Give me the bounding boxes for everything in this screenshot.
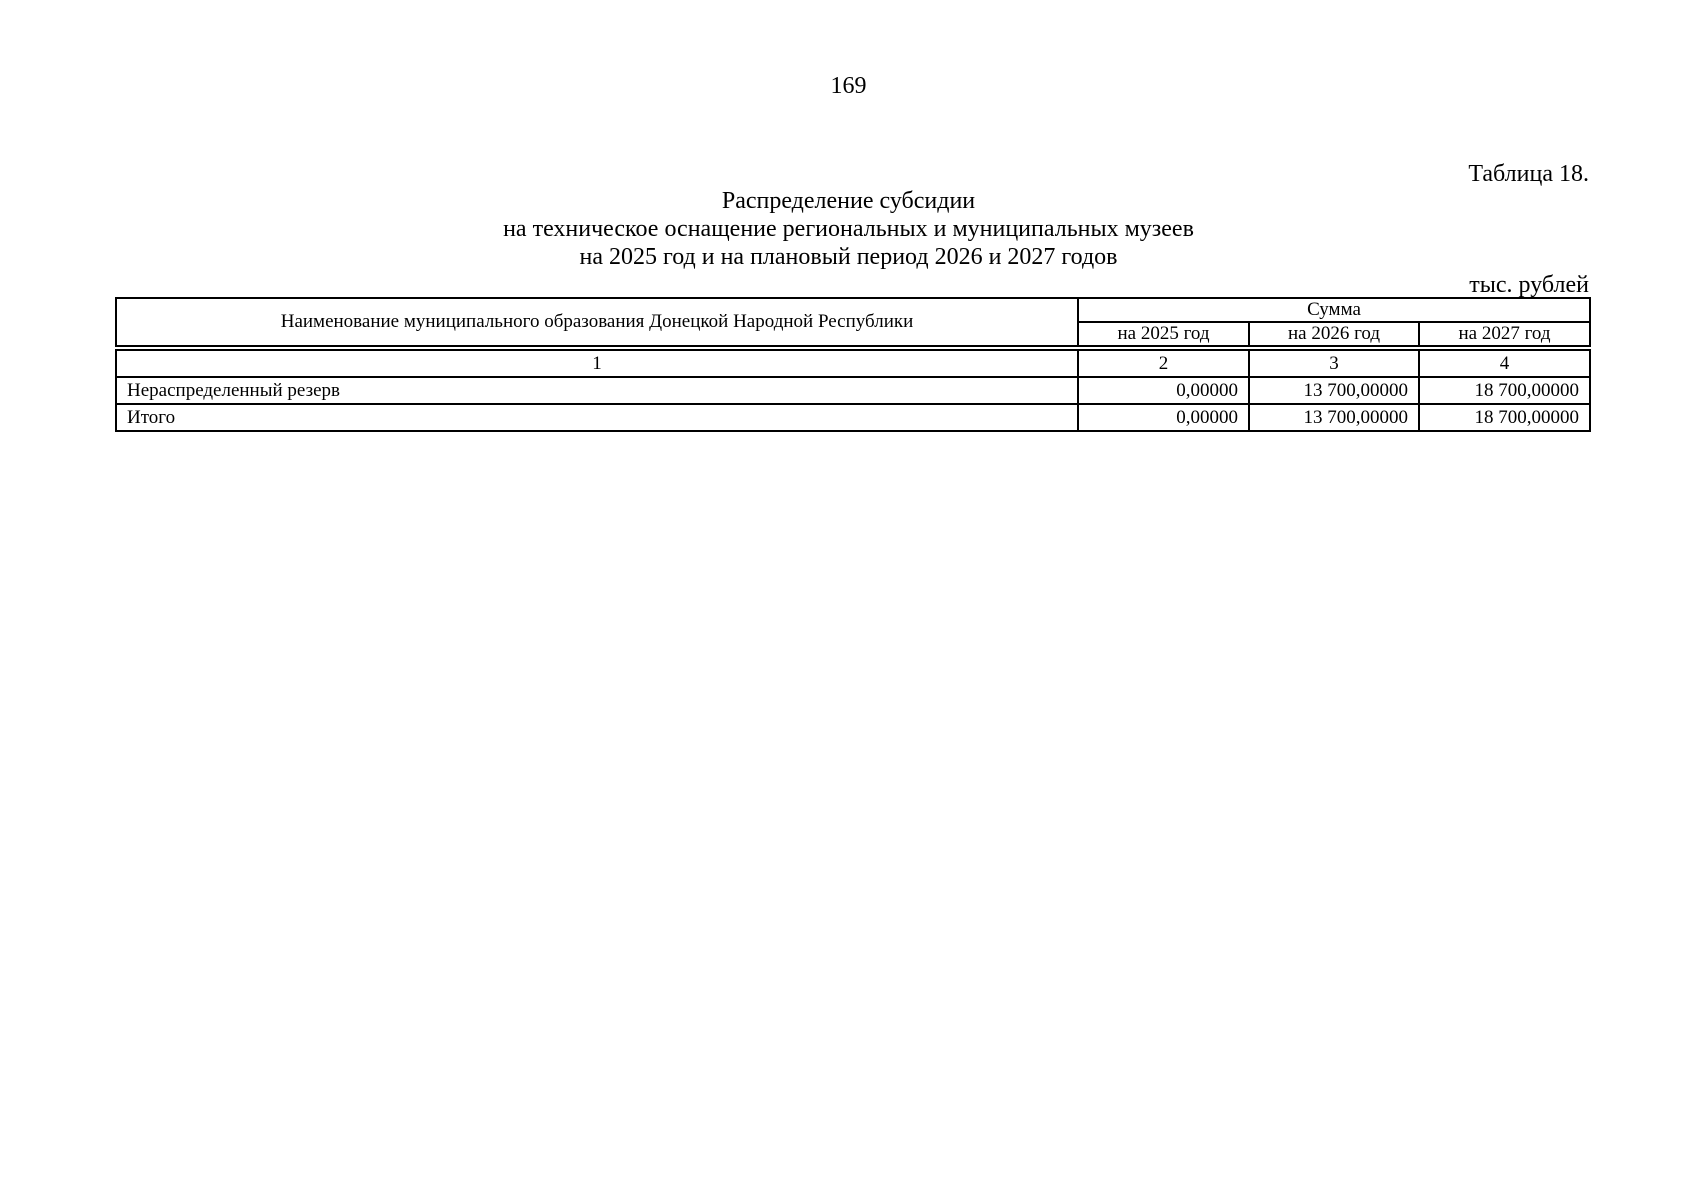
title-line-2: на техническое оснащение региональных и муниципальных музеев (503, 216, 1194, 242)
header-sum-group: Сумма (1078, 298, 1590, 322)
table-label: Таблица 18. (1468, 161, 1589, 187)
page-number: 169 (830, 73, 867, 99)
units-label: тыс. рублей (1469, 272, 1589, 298)
column-number-3: 3 (1249, 350, 1419, 377)
column-number-4: 4 (1419, 350, 1590, 377)
header-year-2025: на 2025 год (1078, 322, 1249, 346)
table-row-total (116, 404, 1590, 431)
table-body (115, 349, 1591, 432)
row-name: Нераспределенный резерв (116, 377, 1078, 404)
table-row-reserve (116, 377, 1590, 404)
row-name: Итого (116, 404, 1078, 431)
header-name-column: Наименование муниципального образования Донецкой Народной Республики (116, 298, 1078, 346)
table-header (115, 297, 1591, 347)
column-number-1: 1 (116, 350, 1078, 377)
title-line-1: Распределение субсидии (721, 188, 976, 214)
header-year-2026: на 2026 год (1249, 322, 1419, 346)
row-value-2027: 18 700,00000 (1419, 377, 1590, 404)
row-value-2025: 0,00000 (1078, 404, 1249, 431)
row-value-2026: 13 700,00000 (1249, 404, 1419, 431)
row-value-2027: 18 700,00000 (1419, 404, 1590, 431)
header-year-2027: на 2027 год (1419, 322, 1590, 346)
row-value-2025: 0,00000 (1078, 377, 1249, 404)
row-value-2026: 13 700,00000 (1249, 377, 1419, 404)
document-title (0, 187, 1697, 271)
title-line-3: на 2025 год и на плановый период 2026 и 2027 годов (579, 244, 1118, 270)
column-number-2: 2 (1078, 350, 1249, 377)
column-number-row (116, 350, 1590, 377)
